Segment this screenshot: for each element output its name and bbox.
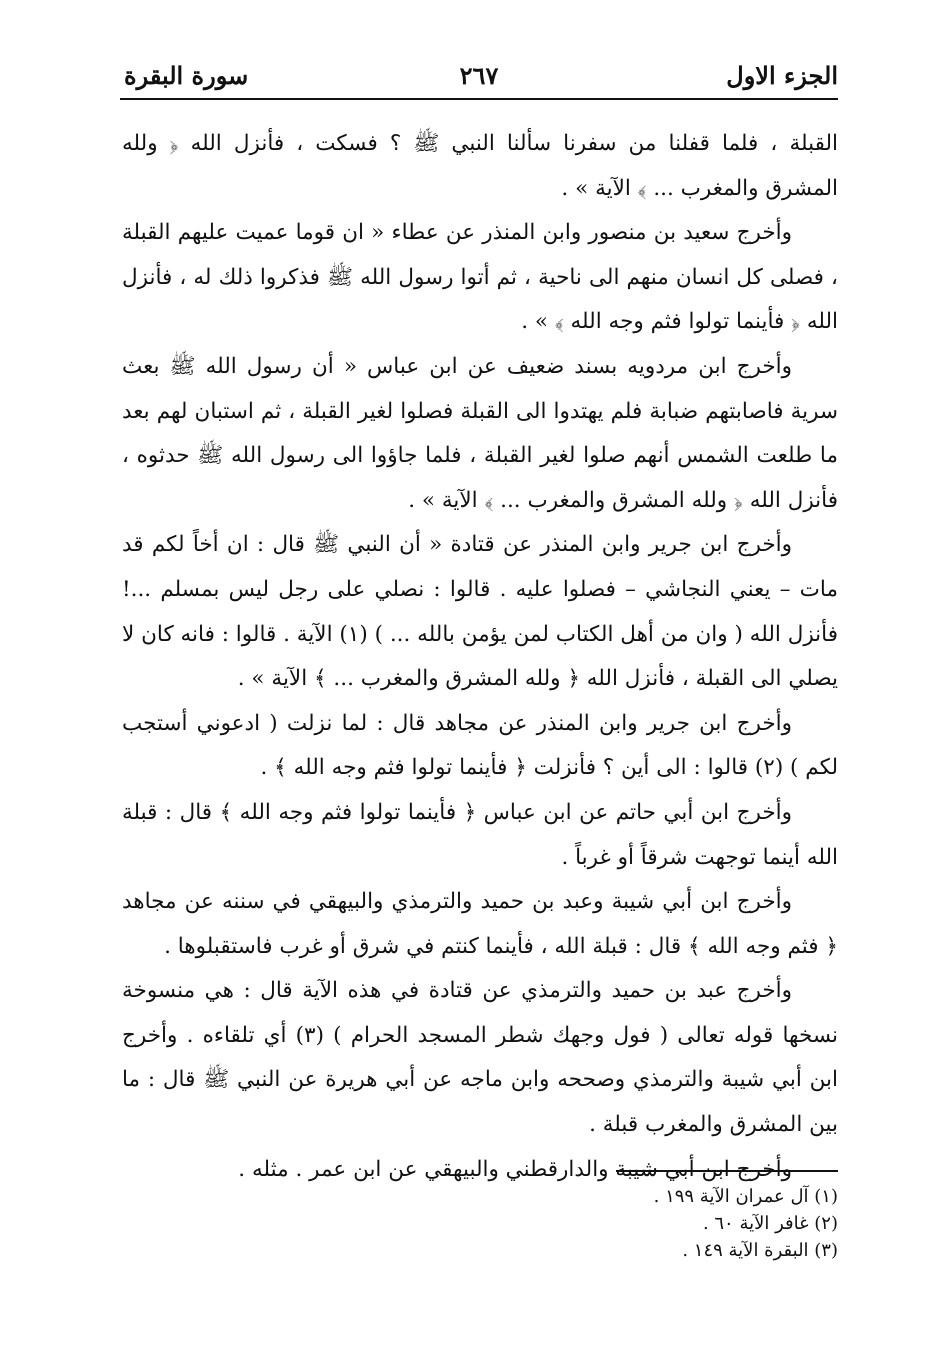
- footnote: (١) آل عمران الآية ١٩٩ .: [653, 1186, 838, 1207]
- paragraph: وأخرج ابن جرير وابن المنذر عن مجاهد قال : لما نزلت ( ادعوني أستجب لكم ) (٢) قالوا : الى أين ؟ فأنزلت ﴿ فأينما تولوا فثم وجه الله ﴾ .: [122, 710, 838, 781]
- paragraph: وأخرج ابن أبي شيبة وعبد بن حميد والترمذي والبيهقي في سننه عن مجاهد ﴿ فثم وجه الله ﴾ قال : قبلة الله ، فأينما كنتم في شرق أو غرب فاستقبلوها .: [122, 889, 838, 959]
- page-header: [120, 52, 838, 100]
- footnote-divider: [616, 1170, 838, 1172]
- volume-label: الجزء الاول: [726, 61, 838, 90]
- paragraph: وأخرج ابن أبي حاتم عن ابن عباس ﴿ فأينما تولوا فثم وجه الله ﴾ قال : قبلة الله أينما توجهت شرقاً أو غرباً .: [122, 799, 838, 870]
- footnote: (٣) البقرة الآية ١٤٩ .: [682, 1240, 838, 1261]
- paragraph: القبلة ، فلما قفلنا من سفرنا سألنا النبي ﷺ ؟ فسكت ، فأنزل الله ﴿ ولله المشرق والمغرب ... ﴾ الآية » .: [122, 131, 838, 201]
- paragraph: وأخرج ابن مردويه بسند ضعيف عن ابن عباس « أن رسول الله ﷺ بعث سرية فاصابتهم ضبابة فلم يهتدوا الى القبلة فصلوا لغير القبلة ، ثم استبان لهم بعد ما طلعت الشمس أنهم صلوا لغير القبلة ، فلما جاؤوا الى رسول الله ﷺ حدثوه ، فأنزل الله ﴿ ولله المشرق والمغرب ... ﴾ الآية » .: [122, 353, 838, 513]
- page-number: ٢٦٧: [459, 61, 499, 90]
- main-text: [122, 122, 838, 1192]
- paragraph: وأخرج عبد بن حميد والترمذي عن قتادة في هذه الآية قال : هي منسوخة نسخها قوله تعالى ( فول وجهك شطر المسجد الحرام ) (٣) أي تلقاءه . وأخرج ابن أبي شيبة والترمذي وصححه وابن ماجه عن أبي هريرة عن النبي ﷺ قال : ما بين المشرق والمغرب قبلة .: [122, 978, 838, 1138]
- paragraph: وأخرج ابن جرير وابن المنذر عن قتادة « أن النبي ﷺ قال : ان أخاً لكم قد مات – يعني النجاشي – فصلوا عليه . قالوا : نصلي على رجل ليس بمسلم ...! فأنزل الله ( وان من أهل الكتاب لمن يؤمن بالله ... ) (١) الآية . قالوا : فانه كان لا يصلي الى القبلة ، فأنزل الله ﴿ ولله المشرق والمغرب ... ﴾ الآية » .: [122, 532, 838, 692]
- surah-title: سورة البقرة: [124, 61, 249, 90]
- footnote: (٢) غافر الآية ٦٠ .: [702, 1213, 838, 1234]
- footnotes: [438, 1183, 838, 1264]
- paragraph: وأخرج ابن أبي شيبة والدارقطني والبيهقي عن ابن عمر . مثله .: [238, 1156, 792, 1182]
- paragraph: وأخرج سعيد بن منصور وابن المنذر عن عطاء « ان قوما عميت عليهم القبلة ، فصلى كل انسان منهم الى ناحية ، ثم أتوا رسول الله ﷺ فذكروا ذلك له ، فأنزل الله ﴿ فأينما تولوا فثم وجه الله ﴾ » .: [122, 220, 838, 335]
